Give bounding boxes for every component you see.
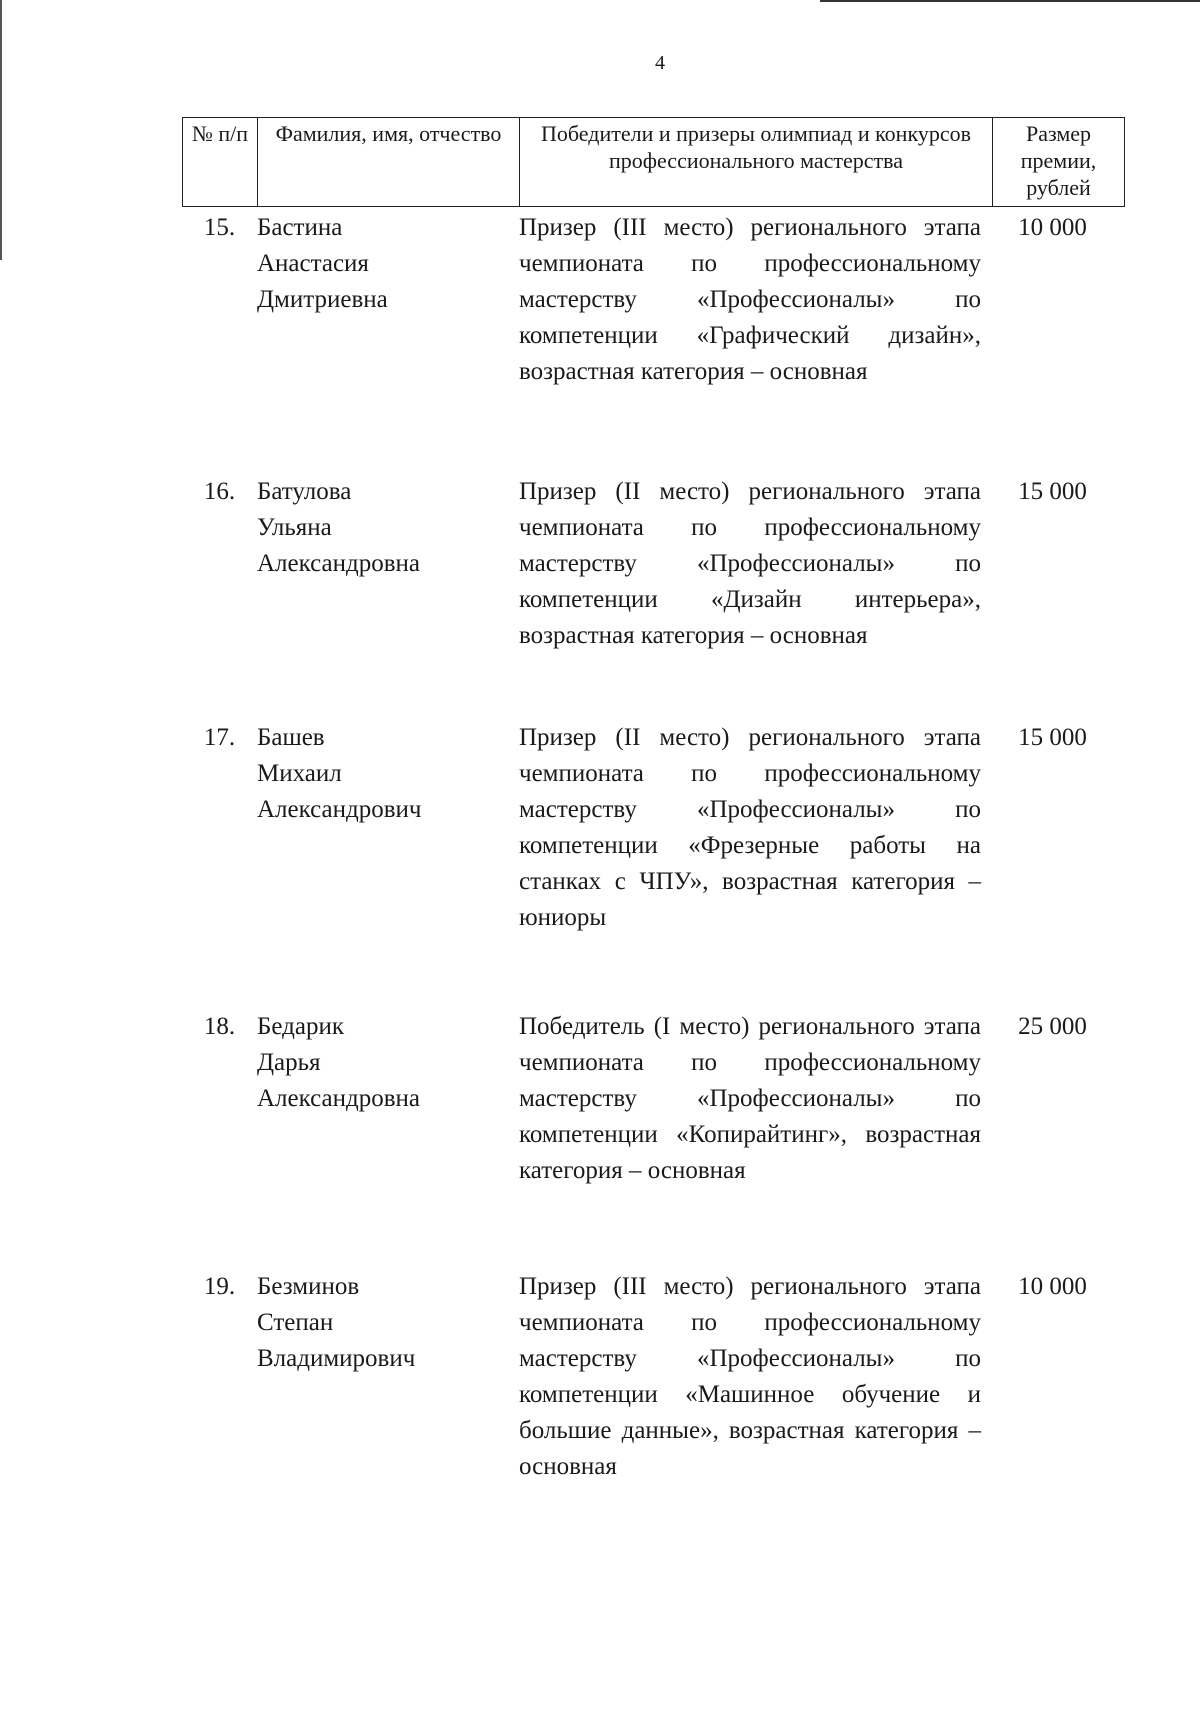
row-amount: 15 000 — [1018, 724, 1087, 751]
row-number: 15. — [203, 214, 236, 241]
header-amount: Размер премии, рублей — [993, 118, 1125, 207]
row-description: Призер (III место) регионального этапа чемпионата по профессиональному мастерству «Профессионалы» по компетенции «Графический дизайн», возрастная категория – основная — [519, 214, 981, 385]
table-row — [182, 1269, 1124, 1529]
row-first-name: Дарья — [257, 1049, 321, 1076]
row-surname: Башев — [257, 724, 325, 751]
row-patronymic: Александровна — [257, 550, 421, 577]
row-surname: Безминов — [257, 1273, 360, 1300]
row-description: Призер (II место) регионального этапа чемпионата по профессиональному мастерству «Профессионалы» по компетенции «Дизайн интерьера», возрастная категория – основная — [519, 478, 981, 649]
header-name: Фамилия, имя, отчество — [258, 118, 520, 207]
table-row — [182, 720, 1124, 1009]
row-first-name: Михаил — [257, 760, 342, 787]
header-number: № п/п — [183, 118, 258, 207]
row-description: Призер (III место) регионального этапа чемпионата по профессиональному мастерству «Профессионалы» по компетенции «Машинное обучение и большие данные», возрастная категория – основная — [519, 1273, 981, 1480]
row-surname: Бедарик — [257, 1013, 344, 1040]
row-number: 17. — [203, 724, 236, 751]
table-row — [182, 1009, 1124, 1269]
row-number: 16. — [203, 478, 236, 505]
row-amount: 25 000 — [1018, 1013, 1087, 1040]
header-description: Победители и призеры олимпиад и конкурсов профессионального мастерства — [520, 118, 993, 207]
row-amount: 10 000 — [1018, 1273, 1087, 1300]
row-patronymic: Дмитриевна — [257, 286, 388, 313]
row-amount: 15 000 — [1018, 478, 1087, 505]
row-full-name — [257, 1009, 519, 1269]
row-full-name — [257, 210, 519, 474]
row-amount: 10 000 — [1018, 214, 1087, 241]
table-row — [182, 474, 1124, 720]
row-first-name: Ульяна — [257, 514, 332, 541]
left-edge-rule — [0, 0, 2, 260]
row-patronymic: Владимирович — [257, 1345, 416, 1372]
top-edge-rule — [820, 0, 1200, 2]
row-surname: Батулова — [257, 478, 352, 505]
row-full-name — [257, 474, 519, 720]
table-header — [182, 117, 1125, 207]
row-first-name: Анастасия — [257, 250, 369, 277]
page-number: 4 — [655, 52, 665, 74]
row-full-name — [257, 1269, 519, 1529]
row-patronymic: Александрович — [257, 796, 422, 823]
row-full-name — [257, 720, 519, 1009]
row-patronymic: Александровна — [257, 1085, 421, 1112]
row-number: 18. — [203, 1013, 236, 1040]
row-description: Победитель (I место) регионального этапа чемпионата по профессиональному мастерству «Профессионалы» по компетенции «Копирайтинг», возрастная категория – основная — [519, 1013, 981, 1184]
row-number: 19. — [203, 1273, 236, 1300]
row-first-name: Степан — [257, 1309, 334, 1336]
row-description: Призер (II место) регионального этапа чемпионата по профессиональному мастерству «Профессионалы» по компетенции «Фрезерные работы на станках с ЧПУ», возрастная категория – юниоры — [519, 724, 981, 931]
table-row — [182, 210, 1124, 474]
row-surname: Бастина — [257, 214, 343, 241]
table-body — [182, 210, 1124, 1529]
